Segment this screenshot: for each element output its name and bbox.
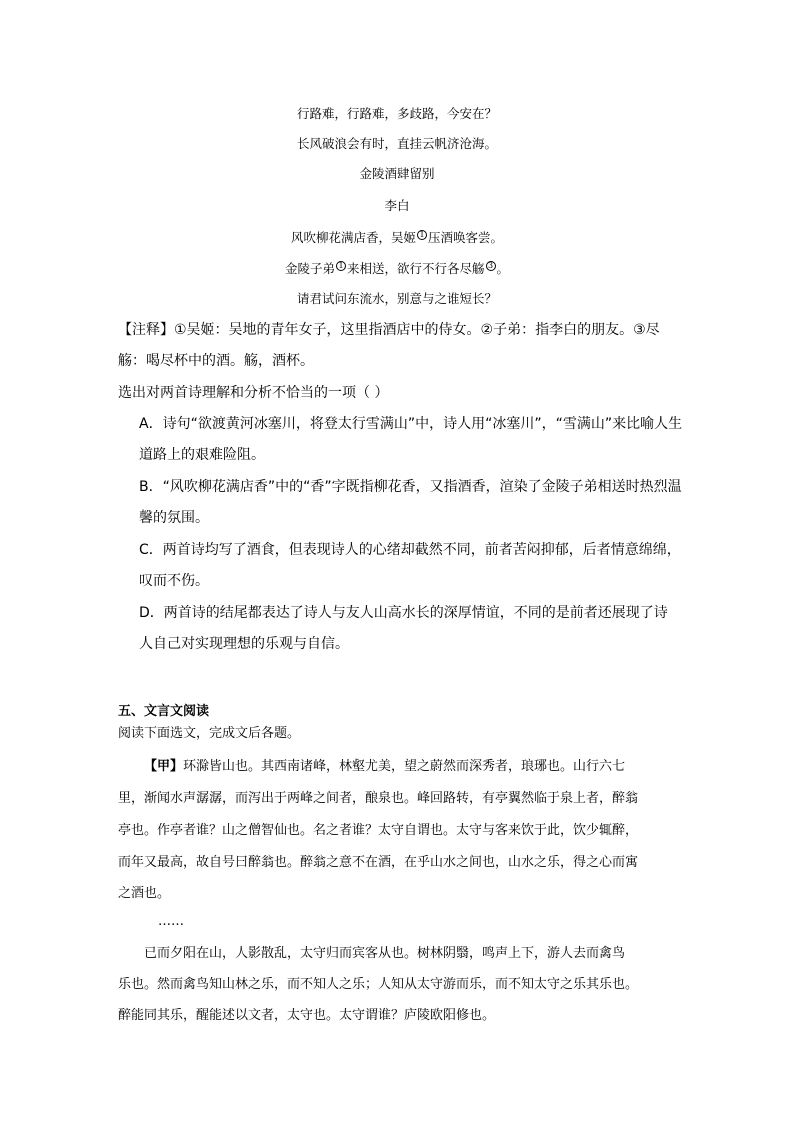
passage-para2-line-3: 醉能同其乐，醒能述以文者，太守也。太守谓谁？庐陵欧阳修也。 bbox=[118, 1008, 496, 1023]
passage-text: 环滁皆山也。其西南诸峰，林壑尤美，望之蔚然而深秀者，琅琊也。山行六七 bbox=[183, 759, 626, 774]
passage-ellipsis: …… bbox=[158, 914, 184, 929]
option-a-line-1: A．诗句“欲渡黄河冰塞川，将登太行雪满山”中，诗人用“冰塞川”，“雪满山”来比喻人生 bbox=[139, 416, 683, 432]
passage-jia-label: 【甲】 bbox=[144, 759, 184, 774]
poem1-line-2: 长风破浪会有时，直挂云帆济沧海。 bbox=[296, 136, 497, 151]
footnote-marker: 1 bbox=[336, 261, 346, 271]
option-b-line-2: 馨的氛围。 bbox=[139, 510, 209, 526]
poem2-line-3: 请君试问东流水，别意与之谁短长？ bbox=[296, 291, 497, 306]
section-instruction: 阅读下面选文，完成文后各题。 bbox=[118, 726, 301, 741]
poem2-author: 李白 bbox=[384, 198, 410, 213]
poem2-line-1-a: 风吹柳花满店香，吴姬 bbox=[290, 230, 416, 245]
poem1-line-1: 行路难，行路难，多歧路，今安在？ bbox=[296, 106, 497, 121]
passage-para2-line-2: 乐也。然而禽鸟知山林之乐，而不知人之乐；人知从太守游而乐，而不知太守之乐其乐也。 bbox=[118, 977, 639, 992]
passage-jia-line-2: 里，渐闻水声潺潺，而泻出于两峰之间者，酿泉也。峰回路转，有亭翼然临于泉上者，醉翁 bbox=[118, 791, 639, 806]
passage-jia-line-1 bbox=[144, 757, 625, 777]
passage-jia-line-5: 之酒也。 bbox=[118, 886, 171, 901]
poem2-line-2 bbox=[0, 260, 794, 278]
question-stem: 选出对两首诗理解和分析不恰当的一项（ ） bbox=[118, 385, 389, 401]
option-d-line-1: D．两首诗的结尾都表达了诗人与友人山高水长的深厚情谊，不同的是前者还展现了诗 bbox=[139, 605, 668, 621]
section-heading: 五、文言文阅读 bbox=[118, 704, 210, 719]
poem2-line-2-a: 金陵子弟 bbox=[284, 261, 335, 276]
option-c-line-2: 叹而不伤。 bbox=[139, 573, 209, 589]
passage-jia-line-4: 而年又最高，故自号曰醉翁也。醉翁之意不在酒，在乎山水之间也，山水之乐，得之心而寓 bbox=[118, 855, 639, 870]
passage-jia-line-3: 亭也。作亭者谁？山之僧智仙也。名之者谁？太守自谓也。太守与客来饮于此，饮少辄醉， bbox=[118, 823, 639, 838]
option-b-line-1: B．“风吹柳花满店香”中的“香”字既指柳花香，又指酒香，渲染了金陵子弟相送时热烈温 bbox=[139, 479, 682, 495]
poem2-line-2-c: 。 bbox=[496, 261, 510, 276]
poem2-line-1 bbox=[0, 229, 794, 247]
passage-para2-line-1: 已而夕阳在山，人影散乱，太守归而宾客从也。树林阴翳，鸣声上下，游人去而禽鸟 bbox=[144, 946, 626, 961]
option-c-line-1: C．两首诗均写了酒食，但表现诗人的心绪却截然不同，前者苦闷抑郁，后者情意绵绵， bbox=[139, 542, 681, 558]
option-d-line-2: 人自己对实现理想的乐观与自信。 bbox=[139, 636, 349, 652]
notes-line-2: 觞：喝尽杯中的酒。觞，酒杯。 bbox=[118, 353, 314, 369]
footnote-marker: 1 bbox=[417, 230, 427, 240]
option-a-line-2: 道路上的艰难险阻。 bbox=[139, 447, 265, 463]
poem2-title: 金陵酒肆留别 bbox=[359, 166, 435, 181]
notes-line-1: 【注释】①吴姬：吴地的青年女子，这里指酒店中的侍女。②子弟：指李白的朋友。③尽 bbox=[118, 322, 660, 338]
footnote-marker: 3 bbox=[486, 261, 496, 271]
poem2-line-1-b: 压酒唤客尝。 bbox=[428, 230, 504, 245]
poem2-line-2-b: 来相送，欲行不行各尽觞 bbox=[346, 261, 485, 276]
